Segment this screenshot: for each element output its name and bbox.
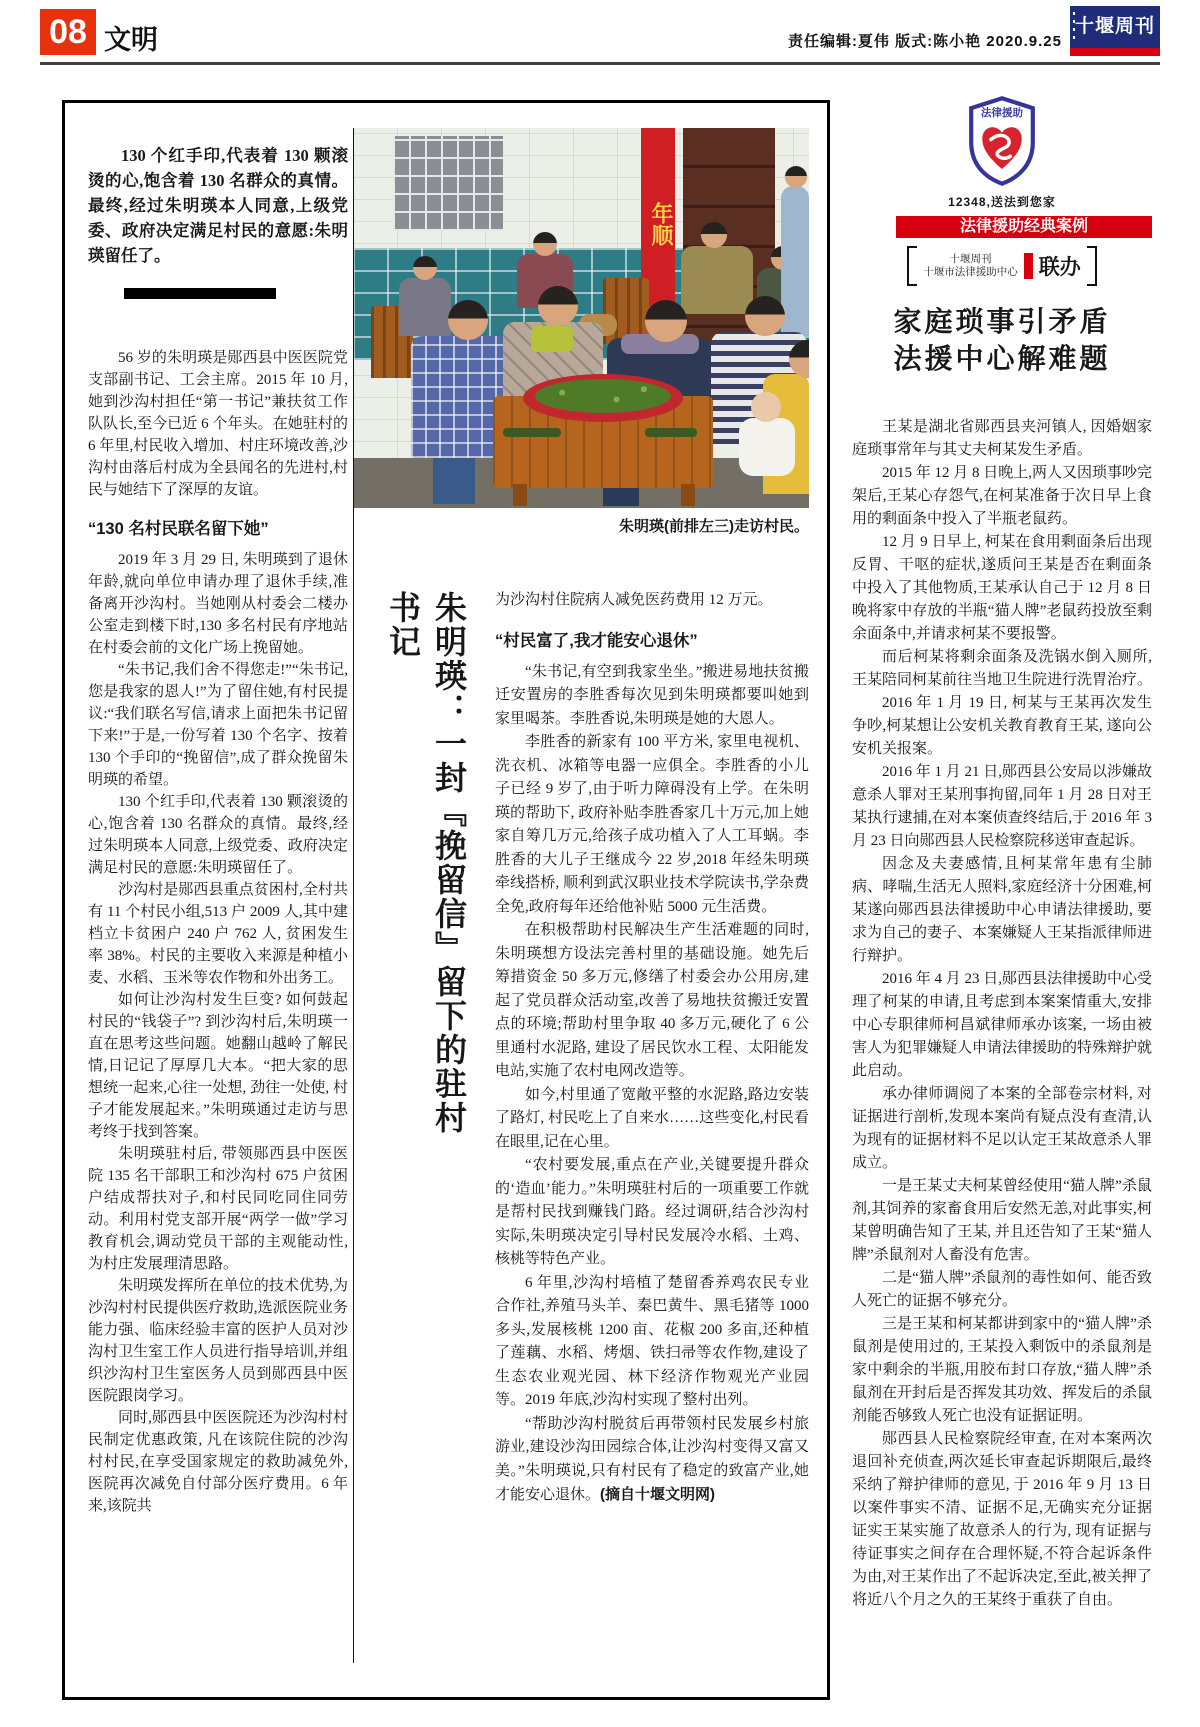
- legal-aid-headline: 家庭琐事引矛盾 法援中心解难题: [893, 307, 1111, 375]
- paragraph: 2016 年 1 月 19 日, 柯某与王某再次发生争吵,柯某想让公安机关教育教育王某, 遂向公安机关报案。: [852, 695, 1152, 757]
- vertical-headline: 朱明瑛：一封『挽留信』留下的驻村书记: [385, 591, 467, 1135]
- photo-villagers: [353, 128, 809, 508]
- paragraph: 三是王某和柯某都讲到家中的“猫人牌”杀鼠剂是使用过的, 王某投入剩饭中的杀鼠剂是家中剩余的半瓶,用胶布封口存放,“猫人牌”杀鼠剂在开封后是否挥发其功效、挥发后的杀鼠剂能否够致人死亡也没有证据证明。: [852, 1316, 1152, 1424]
- paragraph: 2015 年 12 月 8 日晚上,两人又因琐事吵完架后,王某心存怨气,在柯某准备于次日早上食用的剩面条中投入了半瓶老鼠药。: [852, 465, 1152, 527]
- organizer-name-1: 十堰周刊: [949, 253, 992, 265]
- paragraph: “朱书记,我们舍不得您走!”“朱书记,您是我家的恩人!”为了留住她,有村民提议:“我们联名写信,请求上面把朱书记留下来!”于是,一份写着 130 个名字、按着 130 个手印的“挽留信”,成了群众挽留朱明瑛的希望。: [88, 662, 348, 788]
- paragraph: 沙沟村是郧西县重点贫困村,全村共有 11 个村民小组,513 户 2009 人,其中建档立卡贫困户 240 户 762 人, 贫困发生率 38%。村民的主要收入来源是种植小麦、水稻、玉米等农作物和外出务工。: [88, 882, 348, 986]
- person: [781, 186, 809, 336]
- paragraph: 如今,村里通了宽敞平整的水泥路,路边安装了路灯, 村民吃上了自来水……这些变化,村民看在眼里,记在心里。: [495, 1086, 809, 1150]
- paragraph: 郧西县人民检察院经审查, 在对本案两次退回补充侦查,两次延长审查起诉期限后,最终采纳了辩护律师的意见, 于 2016 年 9 月 13 日以案件事实不清、证据不足,无确实充分证据证实王某实施了故意杀人的行为, 现有证据与待证事实之间存在合理怀疑,不符合起诉条件为由,对王某作出了不起诉决定,至此,被关押了将近八个月之久的王某终于重获了自由。: [852, 1431, 1152, 1608]
- subhead-villagers-petition: “130 名村民联名留下她”: [88, 520, 269, 538]
- paragraph: “朱书记,有空到我家坐坐。”搬进易地扶贫搬迁安置房的李胜香每次见到朱明瑛都要叫她到家里喝茶。李胜香说,朱明瑛是她的大恩人。: [495, 663, 809, 727]
- paragraph: 在积极帮助村民解决生产生活难题的同时,朱明瑛想方设法完善村里的基础设施。她先后筹措资金 50 多万元,修缮了村委会办公用房,建起了党员群众活动室,改善了易地扶贫搬迁安置点的环境;帮助村里争取 40 多万元,硬化了 6 公里通村水泥路, 建设了居民饮水工程、太阳能发电站,实施了农村电网改造等。: [495, 922, 809, 1079]
- paragraph-continuation: 为沙沟村住院病人减免医药费用 12 万元。: [495, 592, 773, 608]
- paragraph: 同时,郧西县中医医院还为沙沟村村民制定优惠政策, 凡在该院住院的沙沟村村民,在享受国家规定的救助减免外,医院再次减免自付部分医疗费用。6 年来,该院共: [88, 1410, 348, 1514]
- paragraph: 56 岁的朱明瑛是郧西县中医医院党支部副书记、工会主席。2015 年 10 月,她到沙沟村担任“第一书记”兼扶贫工作队队长,至今已近 6 个年头。在她驻村的 6 年里,村民收入增加、村庄环境改善,沙沟村由落后村成为全县闻名的先进村,村民与她结下了深厚的友谊。: [88, 350, 348, 498]
- paragraph: 王某是湖北省郧西县夹河镇人, 因婚姻家庭琐事常年与其丈夫柯某发生矛盾。: [852, 419, 1152, 458]
- masthead-side-marks: [1073, 12, 1075, 42]
- logo-title: 法律援助: [981, 107, 1023, 119]
- paragraph: 二是“猫人牌”杀鼠剂的毒性如何、能否致人死亡的证据不够充分。: [852, 1270, 1152, 1309]
- masthead-logo: [1070, 6, 1160, 48]
- red-block: [1024, 253, 1033, 279]
- paragraph: 李胜香的新家有 100 平方米, 家里电视机、洗衣机、冰箱等电器一应俱全。李胜香的小儿子已经 9 岁了,由于听力障碍没有上学。在朱明瑛的帮助下, 政府补贴李胜香家几十万元,加上她家自筹几万元,给孩子成功植入了人工耳蜗。李胜香的大儿子王继成今 22 岁,2018 年经朱明瑛牵线搭桥, 顺利到武汉职业技术学院读书,学杂费全免,政府每年还给他补贴 5000 元生活费。: [495, 734, 809, 915]
- photo-window: [393, 136, 503, 231]
- column-divider: [353, 128, 354, 1663]
- organizer-row: [852, 246, 1152, 286]
- masthead-red-stripe: [1070, 48, 1160, 56]
- page-number: 08: [49, 13, 87, 51]
- organizer-label: 联办: [1038, 256, 1081, 279]
- article-intro: 130 个红手印,代表着 130 颗滚烫的心,饱含着 130 名群众的真情。最终,经过朱明瑛本人同意,上级党委、政府决定满足村民的意愿:朱明瑛留任了。: [88, 146, 348, 265]
- photo-caption: 朱明瑛(前排左三)走访村民。: [619, 518, 809, 535]
- paragraph: 承办律师调阅了本案的全部卷宗材料, 对证据进行剖析,发现本案尚有疑点没有查清,认为现有的证据材料不足以认定王某故意杀人罪成立。: [852, 1086, 1152, 1171]
- paragraph: 一是王某丈夫柯某曾经使用“猫人牌”杀鼠剂,其饲养的家畜食用后安然无恙,对此事实,柯某曾明确告知了王某, 并且还告知了王某“猫人牌”杀鼠剂对人畜没有危害。: [852, 1178, 1152, 1263]
- legal-aid-banner: 法律援助经典案例: [896, 216, 1152, 238]
- paragraph: “帮助沙沟村脱贫后再带领村民发展乡村旅游业,建设沙沟田园综合体,让沙沟村变得又富又美。”朱明瑛说,只有村民有了稳定的致富产业,她才能安心退休。(摘自十堰文明网): [495, 1415, 809, 1503]
- paragraph: 朱明瑛发挥所在单位的技术优势,为沙沟村村民提供医疗救助,选派医院业务能力强、临床经验丰富的医护人员对沙沟村卫生室工作人员进行指导培训,并组织沙沟村卫生室医务人员到郧西县中医医院跟岗学习。: [88, 1278, 348, 1404]
- bracket-left: [907, 246, 917, 286]
- header-rule: [40, 62, 1160, 65]
- paragraph: 130 个红手印,代表着 130 颗滚烫的心,饱含着 130 名群众的真情。最终,经过朱明瑛本人同意,上级党委、政府决定满足村民的意愿:朱明瑛留任了。: [88, 794, 348, 876]
- source-credit: (摘自十堰文明网): [600, 1486, 716, 1503]
- paragraph: 因念及夫妻感情,且柯某常年患有尘肺病、哮喘,生活无人照料,家庭经济十分困难,柯某遂向郧西县法律援助中心申请法律援助, 要求为自己的妻子、本案嫌疑人王某指派律师进行辩护。: [852, 856, 1152, 964]
- middle-column: [495, 589, 809, 1508]
- paragraph: 而后柯某将剩余面条及洗锅水倒入厕所,王某陪同柯某前往当地卫生院进行洗胃治疗。: [852, 649, 1152, 688]
- paragraph: 2019 年 3 月 29 日, 朱明瑛到了退休年龄,就向单位申请办理了退休手续,准备离开沙沟村。当她刚从村委会二楼办公室走到楼下时,130 多名村民有序地站在村委会前的文化广场上挽留她。: [88, 552, 348, 656]
- paragraph: 2016 年 1 月 21 日,郧西县公安局以涉嫌故意杀人罪对王某刑事拘留,同年 1 月 28 日对王某执行逮捕,在对本案侦查终结后,于 2016 年 3 月 23 日向郧西县人民检察院移送审查起诉。: [852, 764, 1152, 849]
- editor-line: 责任编辑:夏伟 版式:陈小艳 2020.9.25: [787, 33, 1062, 50]
- paragraph: 如何让沙沟村发生巨变? 如何鼓起村民的“钱袋子”? 到沙沟村后,朱明瑛一直在思考这些问题。她翻山越岭了解民情,日记记了厚厚几大本。“把大家的思想统一起来,心往一处想, 劲往一处使, 村子才能发展起来。”朱明瑛通过走访与思考终于找到答案。: [88, 992, 348, 1140]
- left-column: [88, 143, 348, 1517]
- photo-baby: [739, 418, 795, 476]
- paragraph: 12 月 9 日早上, 柯某在食用剩面条后出现反胃、干呕的症状,遂质问王某是否在剩面条中投入了其他物质,王某承认自己于 12 月 8 日晚将家中存放的半瓶“猫人牌”老鼠药投放至剩余面条中,并请求柯某不要报警。: [852, 534, 1152, 642]
- person: [399, 278, 451, 336]
- subhead-retire-at-ease: “村民富了,我才能安心退休”: [495, 631, 698, 650]
- bracket-right: [1087, 246, 1097, 286]
- photo-vegetables: [535, 379, 671, 413]
- legal-aid-body: [852, 416, 1152, 1612]
- person: [681, 246, 753, 314]
- paragraph: 6 年里,沙沟村培植了楚留香养鸡农民专业合作社,养殖马头羊、秦巴黄牛、黑毛猪等 1000 多头,发展核桃 1200 亩、花椒 200 多亩,还种植了莲藕、水稻、烤烟、铁扫帚等农作物,建设了生态农业观光园、林下经济作物观光产业园等。2019 年底,沙沟村实现了整村出列。: [495, 1274, 809, 1408]
- shield-icon: [967, 96, 1037, 186]
- paragraph: 朱明瑛驻村后, 带领郧西县中医医院 135 名干部职工和沙沟村 675 户贫困户结成帮扶对子,和村民同吃同住同劳动。利用村党支部开展“两学一做”学习教育机会,调动党员干部的主观能动性,为村庄发展理清思路。: [88, 1146, 348, 1272]
- paragraph: “农村要发展,重点在产业,关键要提升群众的‘造血’能力。”朱明瑛驻村后的一项重要工作就是帮村民找到赚钱门路。经过调研,结合沙沟村实际,朱明瑛决定引导村民发展冷水稻、土鸡、核桃等特色产业。: [495, 1157, 809, 1267]
- legal-aid-slogan: 12348,送法到您家: [948, 195, 1056, 209]
- intro-divider-bar: [124, 288, 276, 299]
- organizer-name-2: 十堰市法律援助中心: [923, 266, 1018, 278]
- legal-aid-logo: [852, 96, 1152, 191]
- photo-couplet-banner: 年顺: [641, 128, 675, 306]
- paragraph: 2016 年 4 月 23 日,郧西县法律援助中心受理了柯某的申请,且考虑到本案案情重大,安排中心专职律师柯昌斌律师承办该案, 一场由被害人为犯罪嫌疑人申请法律援助的特殊辩护就此启动。: [852, 971, 1152, 1079]
- legal-aid-column: [852, 96, 1152, 1696]
- main-article-box: [62, 100, 830, 1700]
- section-title: 文明: [104, 25, 158, 55]
- masthead-title: 十堰周刊: [1074, 16, 1155, 37]
- page-number-box: [40, 9, 96, 55]
